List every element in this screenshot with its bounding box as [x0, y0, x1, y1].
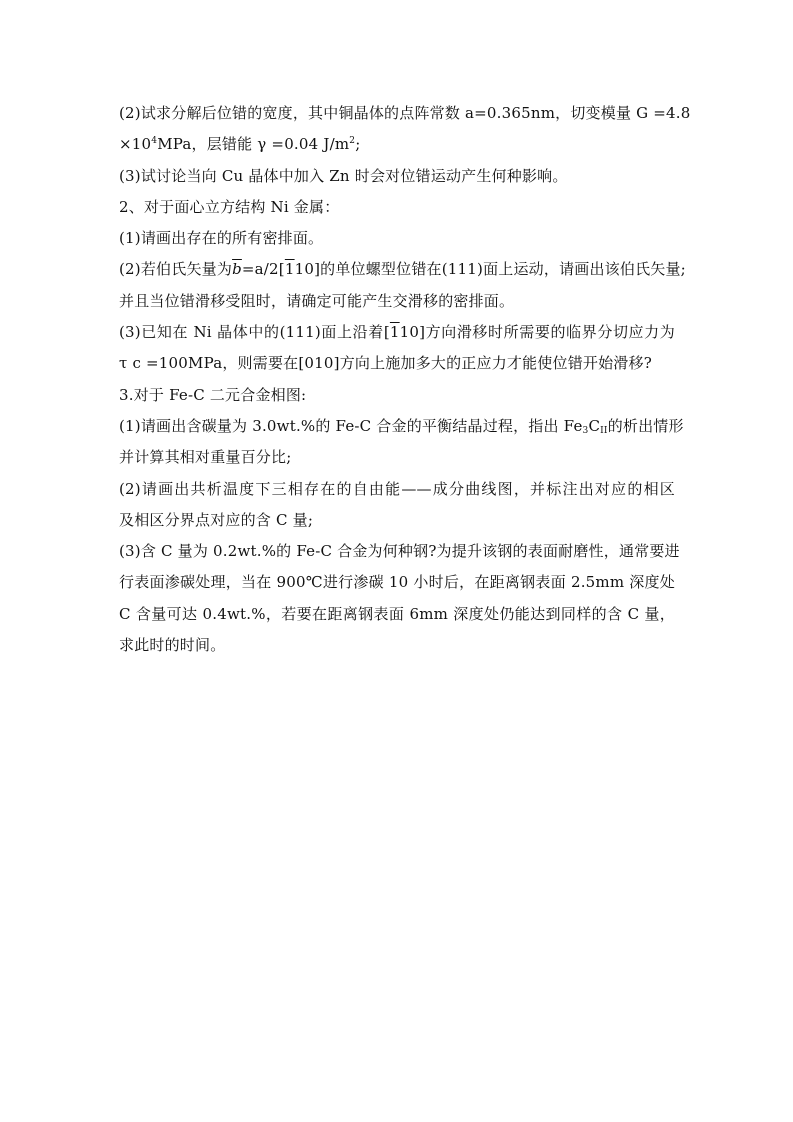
- overbar-index: 1: [389, 323, 400, 342]
- text-line: [119, 348, 675, 379]
- text-line: [119, 161, 675, 192]
- question-text: (2)请画出共析温度下三相存在的自由能——成分曲线图，并标注出对应的相区: [119, 479, 675, 498]
- question-heading: 3.对于 Fe-C 二元合金相图:: [119, 385, 307, 404]
- question-text: 行表面渗碳处理，当在 900℃进行渗碳 10 小时后，在距离钢表面 2.5mm 深度处: [119, 573, 675, 592]
- text-line: [119, 474, 675, 505]
- question-text: 求此时的时间。: [119, 636, 226, 655]
- text-line: [119, 98, 691, 129]
- overbar-index: 1: [284, 260, 295, 279]
- question-text: 并计算其相对重量百分比;: [119, 448, 292, 467]
- question-text: =a/2[: [241, 260, 285, 279]
- text-line: [119, 286, 675, 317]
- exponent: 2: [349, 136, 356, 147]
- text-line: [119, 536, 680, 567]
- question-text: ;: [355, 135, 361, 154]
- text-line: [119, 254, 686, 285]
- question-text: ×10: [119, 135, 152, 154]
- text-line: [119, 192, 675, 223]
- question-text: (3)已知在 Ni 晶体中的(111)面上沿着[: [119, 323, 390, 342]
- question-text: MPa，层错能 γ =0.04 J/m: [157, 135, 350, 154]
- question-text: 10]方向滑移时所需要的临界分切应力为: [399, 323, 675, 342]
- text-line: [119, 129, 675, 160]
- question-text: τ c =100MPa，则需要在[010]方向上施加多大的正应力才能使位错开始滑移?: [119, 354, 652, 373]
- question-text: 的析出情形: [607, 416, 684, 435]
- question-text: 并且当位错滑移受阻时，请确定可能产生交滑移的密排面。: [119, 291, 515, 310]
- text-line: [119, 380, 675, 411]
- question-text: (2)试求分解后位错的宽度，其中铜晶体的点阵常数 a=0.365nm，切变模量 G =4.8: [119, 104, 691, 122]
- question-text: (1)请画出含碳量为 3.0wt.%的 Fe-C 合金的平衡结晶过程，指出 Fe: [119, 416, 583, 435]
- question-text: (3)试讨论当向 Cu 晶体中加入 Zn 时会对位错运动产生何种影响。: [119, 166, 568, 185]
- question-text: 及相区分界点对应的含 C 量;: [119, 510, 314, 529]
- burgers-vector-symbol: $\overline{b}$: [232, 260, 242, 279]
- subscript: 3: [582, 425, 589, 436]
- text-line: [119, 411, 684, 442]
- question-text: (3)含 C 量为 0.2wt.%的 Fe-C 合金为何种钢?为提升该钢的表面耐磨性，通常要进: [119, 542, 680, 561]
- question-text: 10]的单位螺型位错在(111)面上运动，请画出该伯氏矢量;: [294, 260, 686, 279]
- text-line: [119, 223, 675, 254]
- text-line: [119, 567, 675, 598]
- question-text: (1)请画出存在的所有密排面。: [119, 229, 324, 248]
- subscript: II: [600, 425, 608, 436]
- text-line: [119, 442, 675, 473]
- exponent: 4: [151, 136, 158, 147]
- text-line: [119, 599, 675, 630]
- text-line: [119, 505, 675, 536]
- question-heading: 2、对于面心立方结构 Ni 金属：: [119, 197, 340, 216]
- question-text: C 含量可达 0.4wt.%，若要在距离钢表面 6mm 深度处仍能达到同样的含 C 量，: [119, 604, 675, 623]
- question-text: (2)若伯氏矢量为: [119, 260, 233, 279]
- text-line: [119, 317, 675, 348]
- question-text: C: [588, 416, 601, 435]
- text-line: [119, 630, 675, 661]
